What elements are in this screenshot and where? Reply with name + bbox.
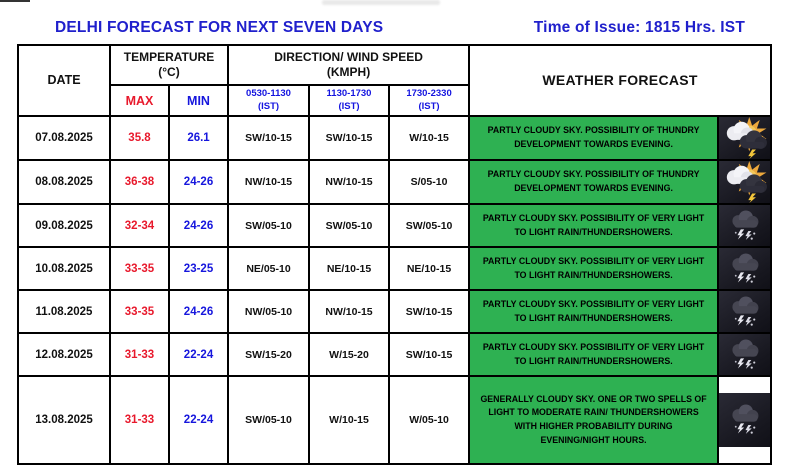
date-cell: 09.08.2025: [18, 204, 110, 247]
time-of-issue: Time of Issue: 1815 Hrs. IST: [533, 19, 745, 36]
wind-evening-cell: SW/10-15: [389, 333, 469, 376]
wind-afternoon-cell: NE/10-15: [309, 247, 389, 290]
wind-morning-cell: SW/15-20: [228, 333, 309, 376]
weather-icon-cell: [718, 204, 771, 247]
weather-icon-cell: [718, 333, 771, 376]
forecast-text-cell: GENERALLY CLOUDY SKY. ONE OR TWO SPELLS OF LIGHT TO MODERATE RAIN/ THUNDERSHOWERS WITH HIGHER PROBABILITY DURING EVENING/NIGHT HOURS.: [469, 376, 718, 464]
header-row-1: [18, 45, 771, 85]
wind-afternoon-cell: W/10-15: [309, 376, 389, 464]
wind-morning-cell: NW/05-10: [228, 290, 309, 333]
date-cell: 10.08.2025: [18, 247, 110, 290]
page-title: DELHI FORECAST FOR NEXT SEVEN DAYS: [55, 19, 384, 36]
wind-afternoon-cell: NW/10-15: [309, 290, 389, 333]
slot-range: 0530-1130: [246, 87, 291, 99]
rain-thundershowers-icon: [724, 207, 766, 245]
wind-evening-cell: SW/05-10: [389, 204, 469, 247]
wind-evening-cell: SW/10-15: [389, 290, 469, 333]
header-weather-forecast: WEATHER FORECAST: [469, 45, 771, 116]
forecast-text-cell: PARTLY CLOUDY SKY. POSSIBILITY OF VERY LIGHT TO LIGHT RAIN/THUNDERSHOWERS.: [469, 247, 718, 290]
header-temperature-line2: (°C): [158, 65, 180, 79]
min-temp-cell: 23-25: [169, 247, 228, 290]
scan-artifact-line: [0, 0, 30, 2]
date-cell: 13.08.2025: [18, 376, 110, 464]
min-temp-cell: 24-26: [169, 160, 228, 204]
header-temperature: [110, 45, 228, 85]
min-temp-cell: 22-24: [169, 333, 228, 376]
wind-evening-cell: S/05-10: [389, 160, 469, 204]
rain-thundershowers-icon: [724, 401, 766, 439]
wind-evening-cell: NE/10-15: [389, 247, 469, 290]
slot-range: 1730-2330: [406, 87, 452, 99]
forecast-row-5: [18, 290, 771, 333]
weather-icon-frame: [719, 393, 770, 447]
forecast-row-4: [18, 247, 771, 290]
day-thunderstorm-icon: [720, 161, 769, 203]
max-temp-cell: 35.8: [110, 116, 169, 160]
rain-thundershowers-icon: [724, 293, 766, 331]
weather-icon-cell: [718, 247, 771, 290]
forecast-row-6: [18, 333, 771, 376]
rain-thundershowers-icon: [724, 336, 766, 374]
weather-icon-cell: [718, 160, 771, 204]
wind-afternoon-cell: SW/10-15: [309, 116, 389, 160]
max-temp-cell: 31-33: [110, 333, 169, 376]
min-temp-cell: 26.1: [169, 116, 228, 160]
weather-icon-cell: [718, 116, 771, 160]
wind-afternoon-cell: W/15-20: [309, 333, 389, 376]
wind-morning-cell: SW/05-10: [228, 376, 309, 464]
rain-thundershowers-icon: [724, 250, 766, 288]
title-bar: [0, 19, 789, 37]
wind-evening-cell: W/05-10: [389, 376, 469, 464]
date-cell: 12.08.2025: [18, 333, 110, 376]
day-thunderstorm-icon: [720, 117, 769, 159]
header-date: DATE: [18, 45, 110, 116]
wind-morning-cell: NW/10-15: [228, 160, 309, 204]
forecast-row-3: [18, 204, 771, 247]
wind-afternoon-cell: NW/10-15: [309, 160, 389, 204]
max-temp-cell: 33-35: [110, 247, 169, 290]
forecast-row-7: [18, 376, 771, 464]
wind-evening-cell: W/10-15: [389, 116, 469, 160]
header-wind-line2: (KMPH): [326, 65, 371, 79]
forecast-text-cell: PARTLY CLOUDY SKY. POSSIBILITY OF VERY LIGHT TO LIGHT RAIN/THUNDERSHOWERS.: [469, 204, 718, 247]
forecast-text-cell: PARTLY CLOUDY SKY. POSSIBILITY OF VERY LIGHT TO LIGHT RAIN/THUNDERSHOWERS.: [469, 290, 718, 333]
header-wind-line1: DIRECTION/ WIND SPEED: [274, 50, 423, 64]
forecast-text-cell: PARTLY CLOUDY SKY. POSSIBILITY OF THUNDRY DEVELOPMENT TOWARDS EVENING.: [469, 160, 718, 204]
forecast-row-2: [18, 160, 771, 204]
header-max: MAX: [110, 85, 169, 116]
header-slot-afternoon: [309, 85, 389, 116]
header-min: MIN: [169, 85, 228, 116]
header-slot-morning: [228, 85, 309, 116]
slot-range: 1130-1730: [326, 87, 372, 99]
date-cell: 11.08.2025: [18, 290, 110, 333]
header-temperature-line1: TEMPERATURE: [123, 50, 215, 64]
max-temp-cell: 31-33: [110, 376, 169, 464]
wind-morning-cell: SW/05-10: [228, 204, 309, 247]
date-cell: 08.08.2025: [18, 160, 110, 204]
wind-morning-cell: NE/05-10: [228, 247, 309, 290]
max-temp-cell: 32-34: [110, 204, 169, 247]
slot-zone: (IST): [338, 100, 360, 112]
weather-icon-cell: [718, 290, 771, 333]
wind-morning-cell: SW/10-15: [228, 116, 309, 160]
forecast-table: [17, 44, 772, 465]
forecast-text-cell: PARTLY CLOUDY SKY. POSSIBILITY OF THUNDRY DEVELOPMENT TOWARDS EVENING.: [469, 116, 718, 160]
wind-afternoon-cell: SW/05-10: [309, 204, 389, 247]
min-temp-cell: 22-24: [169, 376, 228, 464]
slot-zone: (IST): [418, 100, 440, 112]
header-slot-evening: [389, 85, 469, 116]
min-temp-cell: 24-26: [169, 290, 228, 333]
date-cell: 07.08.2025: [18, 116, 110, 160]
weather-icon-cell: [718, 376, 771, 464]
min-temp-cell: 24-26: [169, 204, 228, 247]
header-wind: [228, 45, 469, 85]
max-temp-cell: 33-35: [110, 290, 169, 333]
slot-zone: (IST): [257, 100, 280, 112]
scan-artifact-smudge: [322, 0, 440, 5]
forecast-row-1: [18, 116, 771, 160]
max-temp-cell: 36-38: [110, 160, 169, 204]
forecast-text-cell: PARTLY CLOUDY SKY. POSSIBILITY OF VERY LIGHT TO LIGHT RAIN/THUNDERSHOWERS.: [469, 333, 718, 376]
